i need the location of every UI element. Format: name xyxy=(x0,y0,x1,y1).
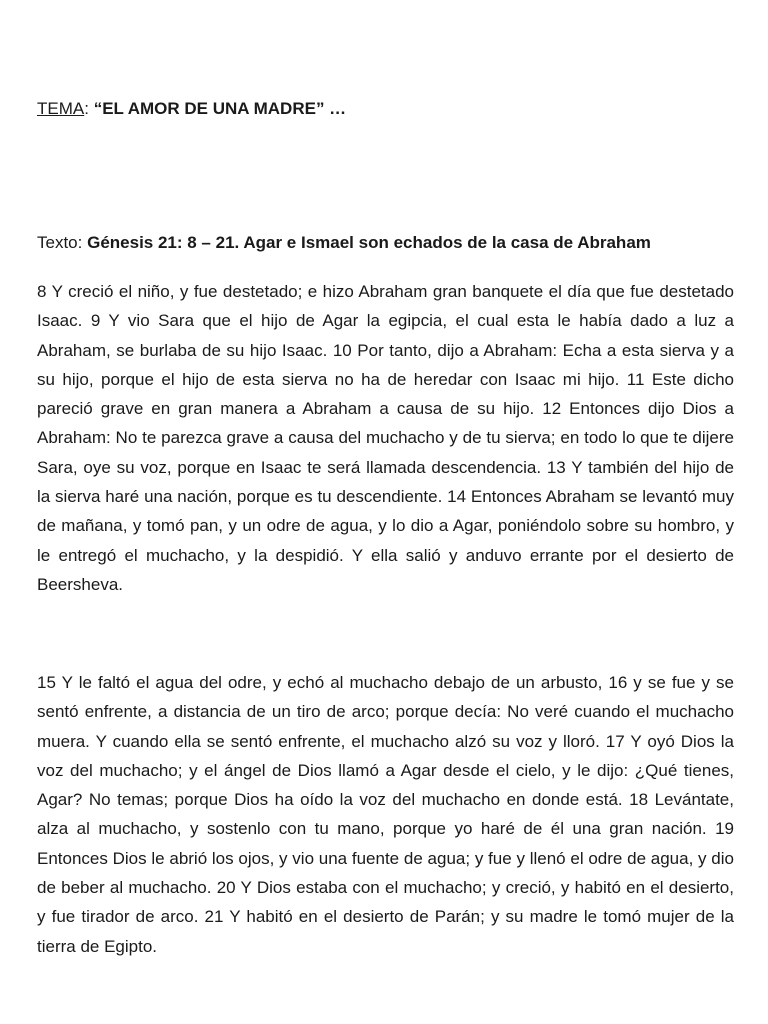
title-label: TEMA xyxy=(37,99,85,118)
title-separator: : xyxy=(84,99,94,118)
title-text: “EL AMOR DE UNA MADRE” … xyxy=(93,99,347,118)
source-prefix: Texto: xyxy=(37,233,88,252)
scripture-paragraph-1: 8 Y creció el niño, y fue destetado; e hizo Abraham gran banquete el día que fue destetado Isaac. 9 Y vio Sara que el hijo de Agar la egipcia, el cual esta le había dado a luz a Abraham, se burlaba de su hijo Isaac. 10 Por tanto, dijo a Abraham: Echa a esta sierva y a su hijo, porque el hijo de esta sierva no ha de heredar con Isaac mi hijo. 11 Este dicho pareció grave en gran manera a Abraham a causa de su hijo. 12 Entonces dijo Dios a Abraham: No te parezca grave a causa del muchacho y de tu sierva; en todo lo que te dijere Sara, oye su voz, porque en Isaac te será llamada descendencia. 13 Y también del hijo de la sierva haré una nación, porque es tu descendiente. 14 Entonces Abraham se levantó muy de mañana, y tomó pan, y un odre de agua, y lo dio a Agar, poniéndolo sobre su hombro, y le entregó el muchacho, y la despidió. Y ella salió y anduvo errante por el desierto de Beersheva. xyxy=(37,282,734,594)
document-title xyxy=(37,98,734,120)
scripture-paragraph-2: 15 Y le faltó el agua del odre, y echó al muchacho debajo de un arbusto, 16 y se fue y se sentó enfrente, a distancia de un tiro de arco; porque decía: No veré cuando el muchacho muera. Y cuando ella se sentó enfrente, el muchacho alzó su voz y lloró. 17 Y oyó Dios la voz del muchacho; y el ángel de Dios llamó a Agar desde el cielo, y le dijo: ¿Qué tienes, Agar? No temas; porque Dios ha oído la voz del muchacho en donde está. 18 Levántate, alza al muchacho, y sostenlo con tu mano, porque yo haré de él una gran nación. 19 Entonces Dios le abrió los ojos, y vio una fuente de agua; y fue y llenó el odre de agua, y dio de beber al muchacho. 20 Y Dios estaba con el muchacho; y creció, y habitó en el desierto, y fue tirador de arco. 21 Y habitó en el desierto de Parán; y su madre le tomó mujer de la tierra de Egipto. xyxy=(37,673,734,956)
source-citation: Génesis 21: 8 – 21. Agar e Ismael son echados de la casa de Abraham xyxy=(87,233,651,252)
source-reference xyxy=(37,232,734,254)
